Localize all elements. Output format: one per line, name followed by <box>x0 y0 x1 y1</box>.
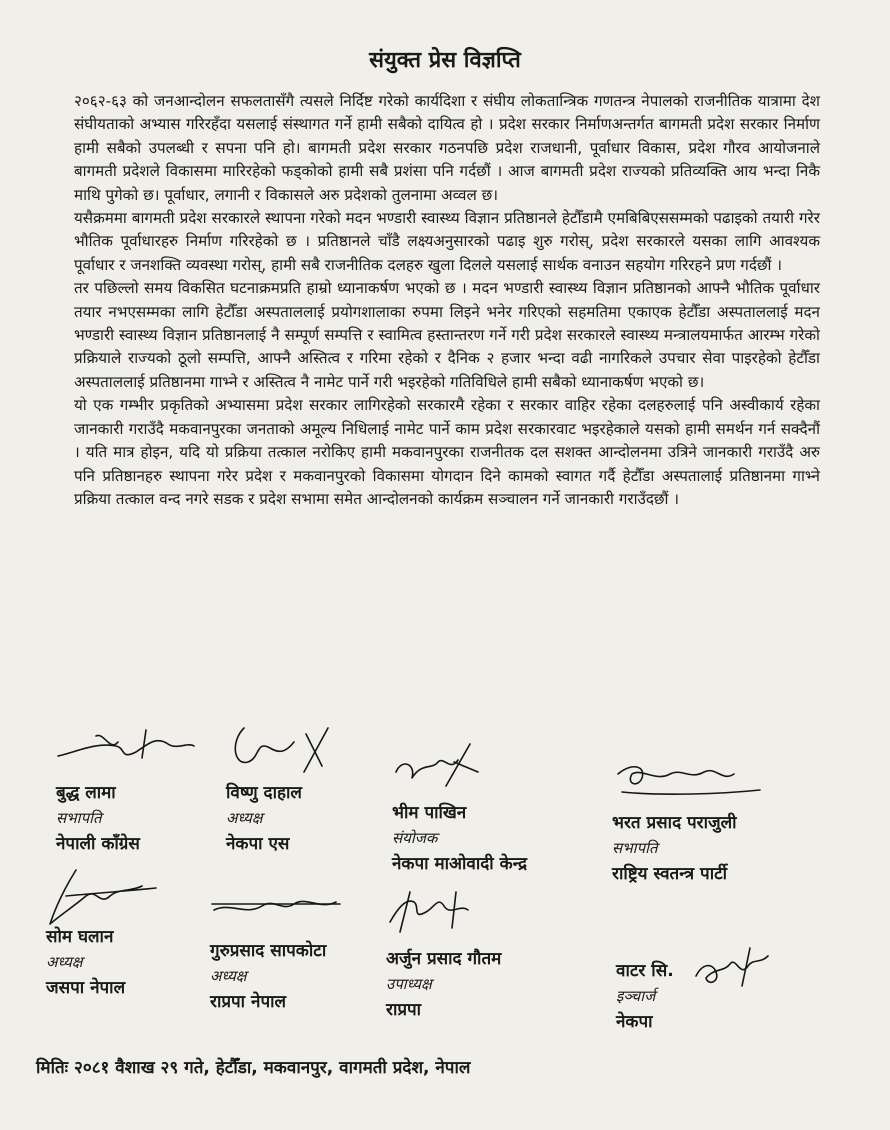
signatory-role: इञ्चार्ज <box>616 987 656 1005</box>
signatory-role: उपाध्यक्ष <box>386 975 432 993</box>
signature-block-7 <box>386 888 606 1024</box>
signatory-name: वाटर सि. <box>616 961 674 981</box>
signatory-party: जसपा नेपाल <box>46 978 126 998</box>
signature-block-4 <box>612 752 832 888</box>
signatory-party: राप्रपा नेपाल <box>210 992 287 1012</box>
signatory-role: अध्यक्ष <box>226 809 263 827</box>
handwritten-signature-4 <box>612 752 762 810</box>
signatory-name: भरत प्रसाद पराजुली <box>612 813 737 833</box>
paragraph-2: यसैक्रममा बागमती प्रदेश सरकारले स्थापना गरेको मदन भण्डारी स्वास्थ्य विज्ञान प्रतिष्ठानले हेटौँडामै एमबिबिएससम्मको पढाइको तयारी गरेर भौतिक पूर्वाधारहरु निर्माण गरिरहेको छ । प्रतिष्ठानले चाँडै लक्ष्यअनुसारको पढाइ शुरु गरोस्, प्रदेश सरकारले यसका लागि आवश्यक पूर्वाधार र जनशक्ति व्यवस्था गरोस्, हामी सबै राजनीतिक दलहरु खुला दिलले यसलाई सार्थक वनाउन सहयोग गरिरहने प्रण गर्दछौं । <box>74 209 820 274</box>
signatory-party: नेपाली काँग्रेस <box>56 834 140 854</box>
signature-block-3 <box>392 742 612 878</box>
paragraph-1: २०६२-६३ को जनआन्दोलन सफलतासँगै त्यसले निर्दिष्ट गरेको कार्यदिशा र संघीय लोकतान्त्रिक गणतन्त्र नेपालको राजनीतिक यात्रामा देश संघीयताको अभ्यास गरिरहँदा यसलाई संस्थागत गर्ने हामी सबैको दायित्व हो । प्रदेश सरकार निर्माणअन्तर्गत बागमती प्रदेश सरकार निर्माण हामी सबैको उपलब्धी र सपना पनि हो। बागमती प्रदेश सरकार गठनपछि प्रदेश राजधानी, पूर्वाधार विकास, प्रदेश गौरव आयोजनाले बागमती प्रदेशले विकासमा मारिरहेको फड्कोको हामी सबै प्रशंसा पनि गर्दछौं । आज बागमती प्रदेश राज्यको प्रतिव्यक्ति आय भन्दा निकै माथि पुगेको छ। पूर्वाधार, लगानी र विकासले अरु प्रदेशको तुलनामा अव्वल छ। <box>74 92 820 204</box>
date-line: मितिः २०८१ वैशाख २९ गते, हेटौँडा, मकवानपुर, वागमती प्रदेश, नेपाल <box>36 1058 471 1078</box>
signatory-role: संयोजक <box>392 829 438 847</box>
paragraph-4: यो एक गम्भीर प्रकृतिको अभ्यासमा प्रदेश सरकार लागिरहेको सरकारमै रहेका र सरकार वाहिर रहेका दलहरुलाई पनि अस्वीकार्य रहेका जानकारी गराउँदै मकवानपुरका जनताको अमूल्य निधिलाई नामेट पार्ने काम प्रदेश सरकारवाट भइरहेकाले यसको हामी समर्थन गर्न सक्दैनौं । यति मात्र होइन, यदि यो प्रक्रिया तत्काल नरोकिए हामी मकवानपुरका राजनीतक दल सशक्त आन्दोलनमा उत्रिने जानकारी गराउँदै अरु पनि प्रतिष्ठानहरु स्थापना गरेर प्रदेश र मकवानपुरको विकासमा योगदान दिने कामको स्वागत गर्दै हेटौँडा अस्पतालाई प्रतिष्ठानमा गाभ्ने प्रक्रिया तत्काल वन्द नगरे सडक र प्रदेश सभामा समेत आन्दोलनको कार्यक्रम सञ्चालन गर्ने जानकारी गराउँदछौं । <box>74 396 820 508</box>
document-title: संयुक्त प्रेस विज्ञप्ति <box>369 48 521 73</box>
signatory-role: अध्यक्ष <box>210 967 247 985</box>
signatory-name: बुद्ध लामा <box>56 783 116 803</box>
signatory-role: अध्यक्ष <box>46 953 83 971</box>
signatory-name: गुरुप्रसाद सापकोटा <box>210 941 327 961</box>
signatory-party: नेकपा माओवादी केन्द्र <box>392 854 527 874</box>
signatory-role: सभापति <box>56 809 102 827</box>
handwritten-signature-2 <box>226 722 346 780</box>
paragraph-3: तर पछिल्लो समय विकसित घटनाक्रमप्रति हाम्रो ध्यानाकर्षण भएको छ । मदन भण्डारी स्वास्थ्य विज्ञान प्रतिष्ठानको आफ्नै भौतिक पूर्वाधार तयार नभएसम्मका लागि हेटौँडा अस्पताललाई प्रयोगशालाका रुपमा लिइने भनेर गरिएको सहमतिमा एकाएक हेटौँडा अस्पताललाई मदन भण्डारी स्वास्थ्य विज्ञान प्रतिष्ठानलाई नै सम्पूर्ण सम्पत्ति र स्वामित्व हस्तान्तरण गर्ने गरी प्रदेश सरकारले स्वास्थ्य मन्त्रालयमार्फत आरम्भ गरेको प्रक्रियाले राज्यको ठूलो सम्पत्ति, आफ्नै अस्तित्व र गरिमा रहेको र दैनिक २ हजार भन्दा वढी नागरिकले उपचार सेवा पाइरहेको हेटौँडा अस्पताललाई प्रतिष्ठानमा गाभ्ने र अस्तित्व नै नामेट पार्ने गरी भइरहेको गतिविधिले हामी सबैको ध्यानाकर्षण भएको छ। <box>74 279 820 391</box>
signatory-party: नेकपा <box>616 1012 653 1032</box>
handwritten-signature-5 <box>46 866 166 924</box>
body-text <box>74 90 820 511</box>
handwritten-signature-6 <box>210 880 350 938</box>
handwritten-signature-1 <box>56 722 196 780</box>
signatory-name: अर्जुन प्रसाद गौतम <box>386 949 502 969</box>
signatory-party: नेकपा एस <box>226 834 290 854</box>
signatory-party: राप्रपा <box>386 1000 422 1020</box>
signatory-name: सोम घलान <box>46 927 114 947</box>
handwritten-signature-8 <box>690 946 774 994</box>
handwritten-signature-7 <box>386 888 496 946</box>
handwritten-signature-3 <box>392 742 492 800</box>
signatory-role: सभापति <box>612 839 658 857</box>
signatory-name: भीम पाखिन <box>392 803 467 823</box>
signatory-party: राष्ट्रिय स्वतन्त्र पार्टी <box>612 864 728 884</box>
signatory-name: विष्णु दाहाल <box>226 783 302 803</box>
